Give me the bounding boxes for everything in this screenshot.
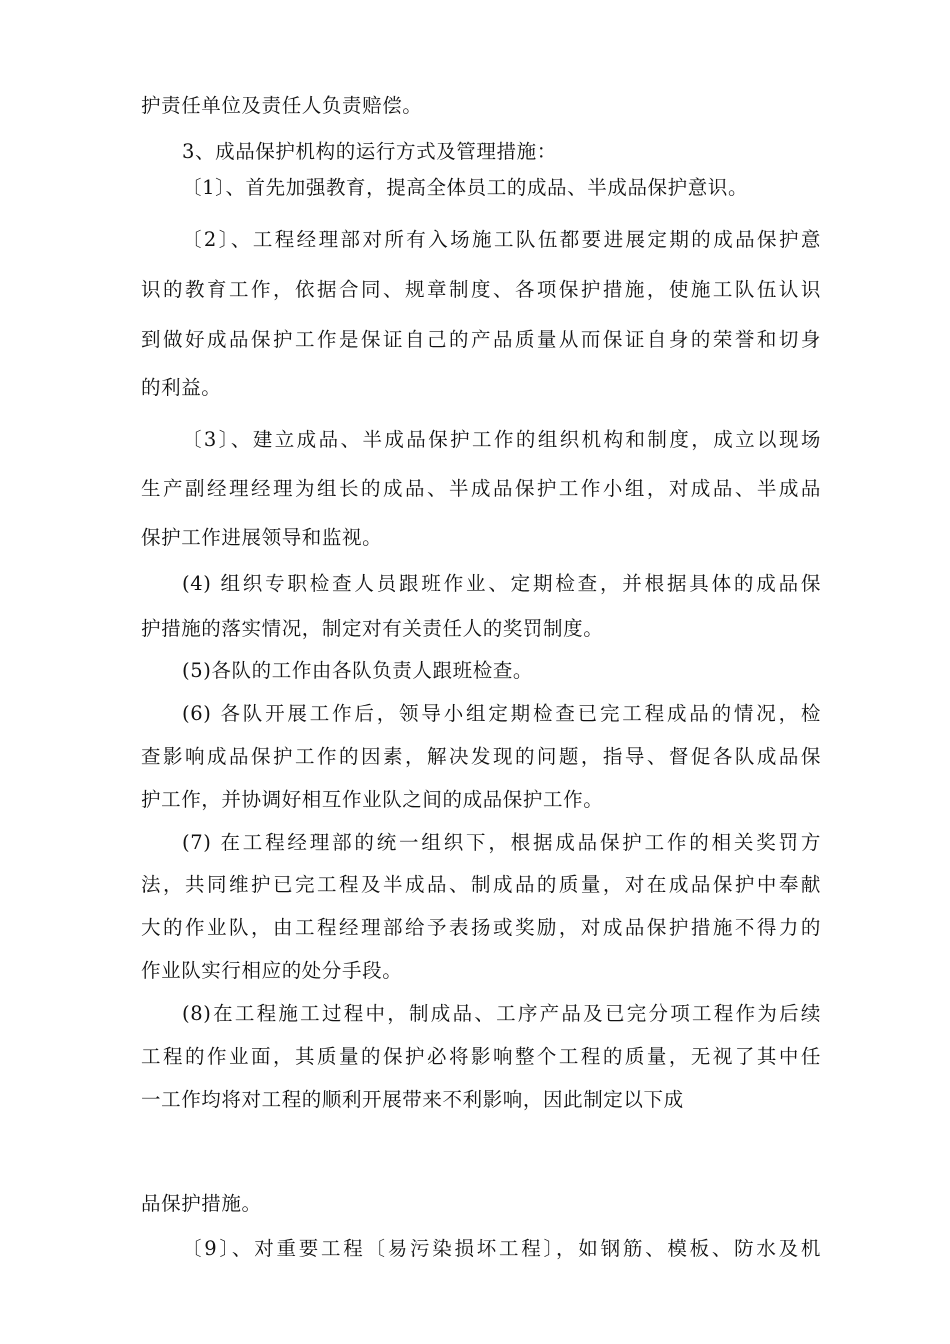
text-line: 识的教育工作，依据合同、规章制度、各项保护措施，使施工队伍认识 [141,278,821,301]
text-line: (7) 在工程经理部的统一组织下，根据成品保护工作的相关奖罚方 [182,831,821,854]
text-line: (4) 组织专职检查人员跟班作业、定期检查，并根据具体的成品保 [182,572,821,595]
text-line: 〔3〕、建立成品、半成品保护工作的组织机构和制度，成立以现场 [182,428,821,451]
text-line: 〔9〕、对重要工程〔易污染损坏工程〕，如钢筋、模板、防水及机 [182,1237,821,1260]
text-line: 护措施的落实情况，制定对有关责任人的奖罚制度。 [141,617,604,640]
text-line: 〔2〕、工程经理部对所有入场施工队伍都要进展定期的成品保护意 [182,228,821,251]
text-line: 作业队实行相应的处分手段。 [141,959,403,982]
text-line: (8)在工程施工过程中，制成品、工序产品及已完分项工程作为后续 [182,1002,821,1025]
text-line: (5)各队的工作由各队负责人跟班检查。 [182,659,534,682]
text-line: 护工作，并协调好相互作业队之间的成品保护工作。 [141,788,604,811]
text-line: 工程的作业面，其质量的保护必将影响整个工程的质量，无视了其中任 [141,1045,821,1068]
text-line: 的利益。 [141,376,222,399]
text-line: 护责任单位及责任人负责赔偿。 [141,94,423,117]
text-line: 到做好成品保护工作是保证自己的产品质量从而保证自身的荣誉和切身 [141,328,821,351]
text-line: 〔1〕、首先加强教育，提高全体员工的成品、半成品保护意识。 [182,176,749,199]
text-line: 一工作均将对工程的顺利开展带来不利影响，因此制定以下成 [141,1088,684,1111]
text-line: 生产副经理经理为组长的成品、半成品保护工作小组，对成品、半成品 [141,477,821,500]
text-line: (6) 各队开展工作后，领导小组定期检查已完工程成品的情况，检 [182,702,821,725]
text-line: 法，共同维护已完工程及半成品、制成品的质量，对在成品保护中奉献 [141,873,821,896]
text-line: 大的作业队，由工程经理部给予表扬或奖励，对成品保护措施不得力的 [141,916,821,939]
text-line: 品保护措施。 [141,1192,262,1215]
text-line: 保护工作进展领导和监视。 [141,526,383,549]
text-line: 查影响成品保护工作的因素，解决发现的问题，指导、督促各队成品保 [141,745,821,768]
section-heading: 3、成品保护机构的运行方式及管理措施： [182,140,557,163]
